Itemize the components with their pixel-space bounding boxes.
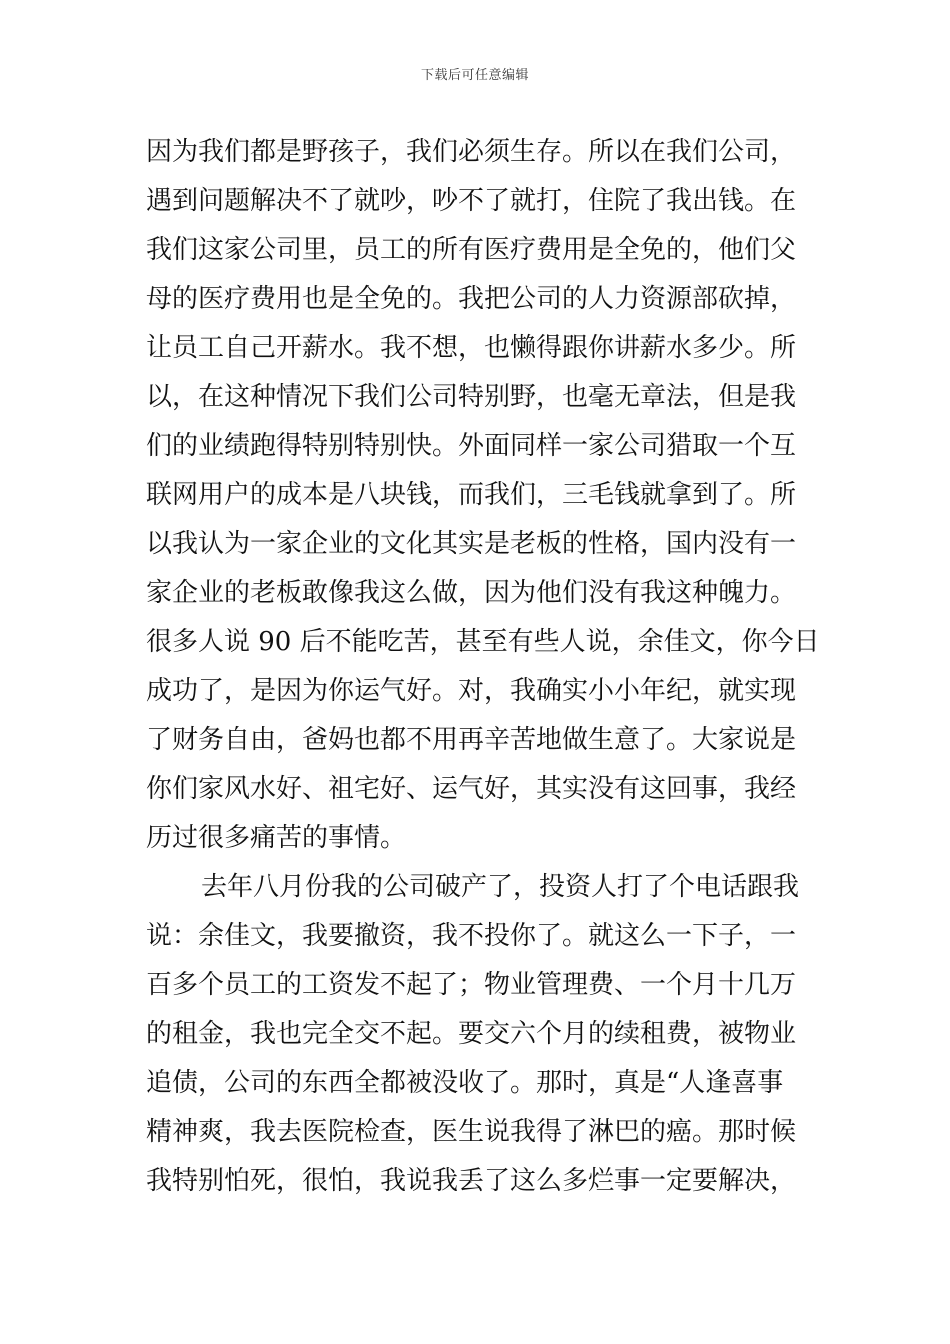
text-line: 成功了，是因为你运气好。对，我确实小小年纪，就实现	[146, 676, 797, 706]
text-line: 以，在这种情况下我们公司特别野，也毫无章法，但是我	[146, 382, 797, 412]
text-line: 说：余佳文，我要撤资，我不投你了。就这么一下子，一	[146, 921, 797, 951]
text-line: 联网用户的成本是八块钱，而我们，三毛钱就拿到了。所	[146, 480, 797, 510]
text-line: 精神爽，我去医院检查，医生说我得了淋巴的癌。那时候	[146, 1117, 797, 1147]
text-line: 因为我们都是野孩子，我们必须生存。所以在我们公司，	[146, 137, 797, 167]
text-line: 了财务自由，爸妈也都不用再辛苦地做生意了。大家说是	[146, 725, 797, 755]
text-line: 们的业绩跑得特别特别快。外面同样一家公司猎取一个互	[146, 431, 797, 461]
text-line: 遇到问题解决不了就吵，吵不了就打，住院了我出钱。在	[146, 186, 797, 216]
text-line: 的租金，我也完全交不起。要交六个月的续租费，被物业	[146, 1019, 797, 1049]
paragraph-2	[146, 863, 806, 1206]
text-line: 追债，公司的东西全都被没收了。那时，真是“人逢喜事	[146, 1068, 784, 1098]
text-line: 百多个员工的工资发不起了；物业管理费、一个月十几万	[146, 970, 797, 1000]
text-line: 以我认为一家企业的文化其实是老板的性格，国内没有一	[146, 529, 797, 559]
paragraph-1	[146, 128, 820, 863]
text-line: 家企业的老板敢像我这么做，因为他们没有我这种魄力。	[146, 578, 797, 608]
text-line: 历过很多痛苦的事情。	[146, 823, 407, 853]
text-line: 很多人说 90 后不能吃苦，甚至有些人说，余佳文，你今日	[146, 627, 820, 657]
document-body	[146, 128, 820, 1206]
text-line: 我特别怕死，很怕，我说我丢了这么多烂事一定要解决，	[146, 1166, 797, 1196]
text-line: 让员工自己开薪水。我不想，也懒得跟你讲薪水多少。所	[146, 333, 797, 363]
text-line: 我们这家公司里，员工的所有医疗费用是全免的，他们父	[146, 235, 797, 265]
text-line: 母的医疗费用也是全免的。我把公司的人力资源部砍掉，	[146, 284, 797, 314]
text-line: 去年八月份我的公司破产了，投资人打了个电话跟我	[201, 872, 800, 902]
page-header: 下载后可任意编辑	[420, 68, 529, 83]
text-line: 你们家风水好、祖宅好、运气好，其实没有这回事，我经	[146, 774, 797, 804]
